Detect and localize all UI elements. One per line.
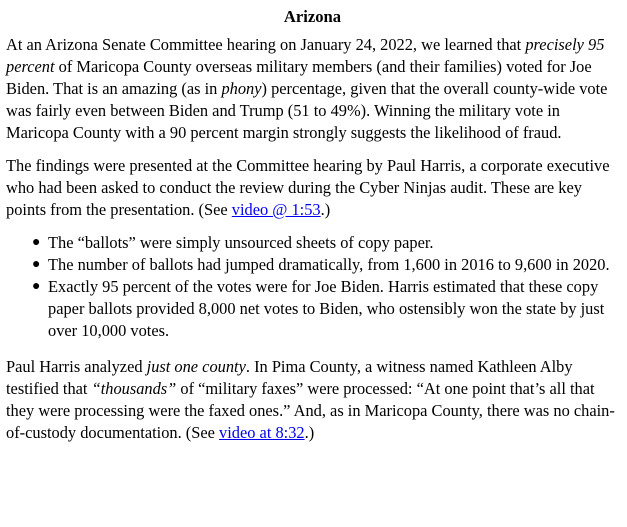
key-points-list	[6, 232, 619, 342]
bullet-icon: ●	[32, 235, 41, 250]
text-run: Paul Harris analyzed	[6, 357, 147, 376]
bullet-icon: ●	[32, 257, 41, 272]
list-item-text: The number of ballots had jumped dramatically, from 1,600 in 2016 to 9,600 in 2020.	[48, 255, 610, 274]
video-link-1-53[interactable]: video @ 1:53	[231, 200, 321, 219]
list-item-text: The “ballots” were simply unsourced sheets of copy paper.	[48, 233, 434, 252]
emphasis-text: “thousands”	[91, 379, 177, 398]
text-run: . In Pima County, a witness named Kathleen Alby testified that	[6, 357, 573, 398]
text-run: .)	[320, 200, 331, 219]
emphasis-text: phony	[221, 79, 262, 98]
text-run: .)	[304, 423, 315, 442]
text-run: of Maricopa County overseas military members (and their families) voted for Joe Biden. That is an amazing (as in	[6, 57, 592, 98]
paragraph-military-vote	[6, 34, 619, 144]
emphasis-text: precisely 95 percent	[6, 35, 605, 76]
section-heading: Arizona	[283, 7, 342, 26]
list-item	[32, 232, 619, 254]
list-item	[32, 276, 619, 342]
emphasis-text: just one county	[146, 357, 246, 376]
list-item-text: Exactly 95 percent of the votes were for Joe Biden. Harris estimated that these copy paper ballots provided 8,000 net votes to Biden, who ostensibly won the state by just over 10,000 votes.	[48, 277, 605, 340]
paragraph-pima-county	[6, 356, 619, 444]
list-item	[32, 254, 619, 276]
text-run: ) percentage, given that the overall county-wide vote was fairly even between Biden and Trump (51 to 49%). Winning the military vote in Maricopa County with a 90 percent margin strongly suggests the likelihood of fraud.	[6, 79, 608, 142]
text-run: The findings were presented at the Committee hearing by Paul Harris, a corporate executive who had been asked to conduct the review during the Cyber Ninjas audit. These are key points from the presentation. (See	[6, 156, 610, 219]
text-run: of “military faxes” were processed: “At one point that’s all that they were processing were the faxed ones.” And, as in Maricopa County, there was no chain-of-custody documentation. (See	[6, 379, 615, 442]
text-run: At an Arizona Senate Committee hearing on January 24, 2022, we learned that	[6, 35, 526, 54]
paragraph-findings	[6, 155, 619, 221]
video-link-8-32[interactable]: video at 8:32	[219, 423, 305, 442]
bullet-icon: ●	[32, 279, 41, 294]
